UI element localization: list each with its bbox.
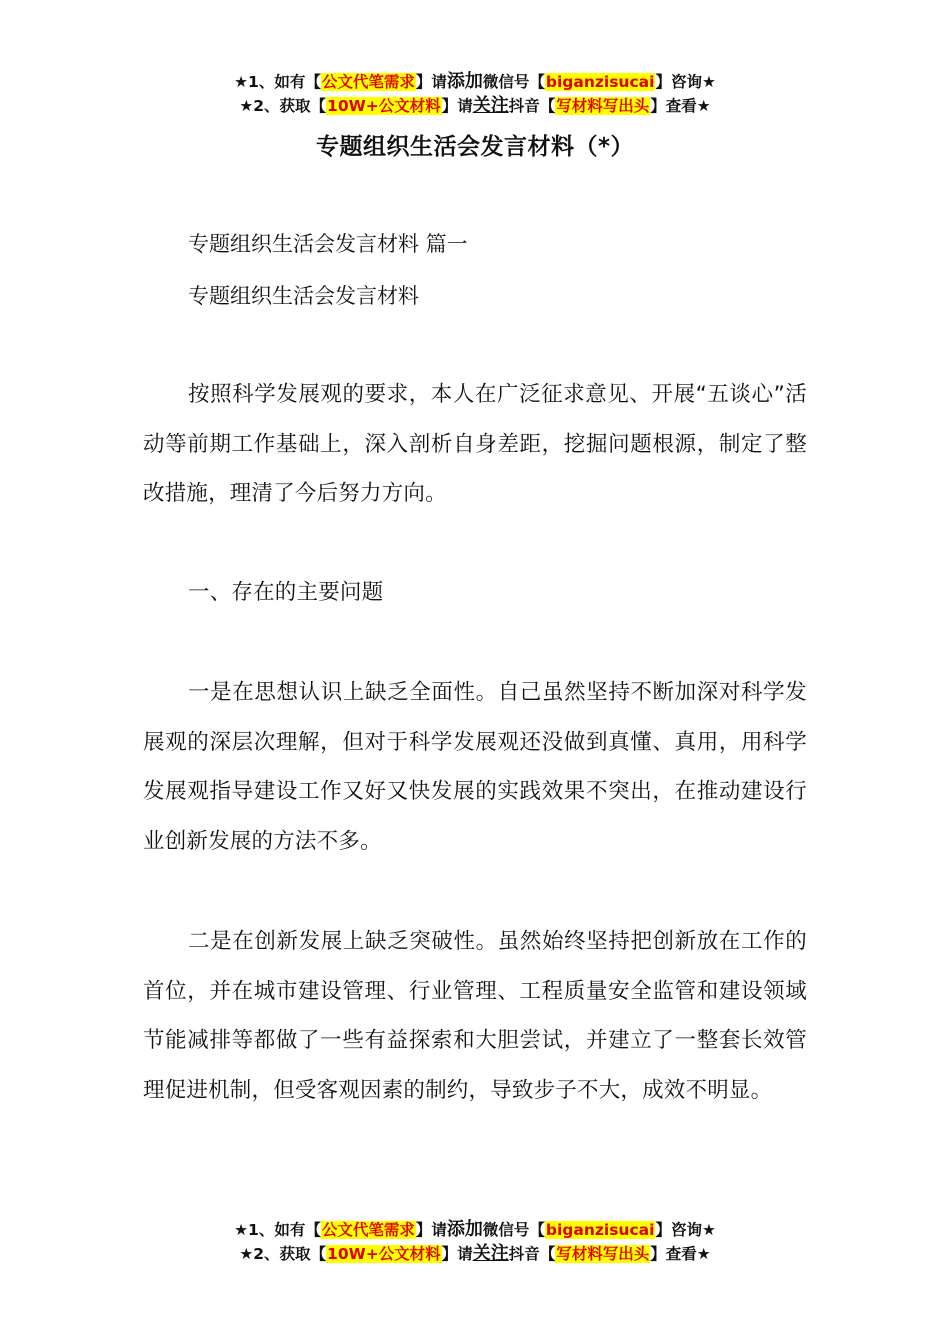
section-subtitle: 专题组织生活会发言材料 篇一 xyxy=(188,232,468,256)
article-subtitle: 专题组织生活会发言材料 xyxy=(188,284,419,308)
promo-line-1: ★1、如有【公文代笔需求】请添加微信号【biganzisucai】咨询★ xyxy=(234,71,716,92)
intro-paragraph: 按照科学发展观的要求，本人在广泛征求意见、开展“五谈心”活动等前期工作基础上，深入剖析自身差距，挖掘问题根源，制定了整改措施，理清了今后努力方向。 xyxy=(143,382,807,506)
promo-highlight-service: 公文代笔需求 xyxy=(321,73,415,91)
promo-line-2: ★2、获取【10W+公文材料】请关注抖音【写材料写出头】查看★ xyxy=(239,95,711,116)
promo-highlight-materials: 10W+公文材料 xyxy=(327,97,441,115)
promo-highlight-materials: 10W+公文材料 xyxy=(327,1245,441,1263)
promo-line-1: ★1、如有【公文代笔需求】请添加微信号【biganzisucai】咨询★ xyxy=(234,1219,716,1240)
section-heading: 一、存在的主要问题 xyxy=(188,580,384,605)
promo-highlight-wechat: biganzisucai xyxy=(545,1221,655,1239)
promo-banner-top xyxy=(0,70,950,118)
problem-paragraph-1: 一是在思想认识上缺乏全面性。自己虽然坚持不断加深对科学发展观的深层次理解，但对于科学发展观还没做到真懂、真用，用科学发展观指导建设工作又好又快发展的实践效果不突出，在推动建设行业创新发展的方法不多。 xyxy=(143,680,807,854)
promo-highlight-service: 公文代笔需求 xyxy=(321,1221,415,1239)
promo-highlight-wechat: biganzisucai xyxy=(545,73,655,91)
promo-banner-bottom xyxy=(0,1218,950,1266)
promo-line-2: ★2、获取【10W+公文材料】请关注抖音【写材料写出头】查看★ xyxy=(239,1243,711,1264)
document-title: 专题组织生活会发言材料（*） xyxy=(315,134,635,160)
promo-highlight-douyin: 写材料写出头 xyxy=(556,97,650,115)
problem-paragraph-2: 二是在创新发展上缺乏突破性。虽然始终坚持把创新放在工作的首位，并在城市建设管理、行业管理、工程质量安全监管和建设领域节能减排等都做了一些有益探索和大胆尝试，并建立了一整套长效管理促进机制，但受客观因素的制约，导致步子不大，成效不明显。 xyxy=(143,929,807,1103)
promo-highlight-douyin: 写材料写出头 xyxy=(556,1245,650,1263)
